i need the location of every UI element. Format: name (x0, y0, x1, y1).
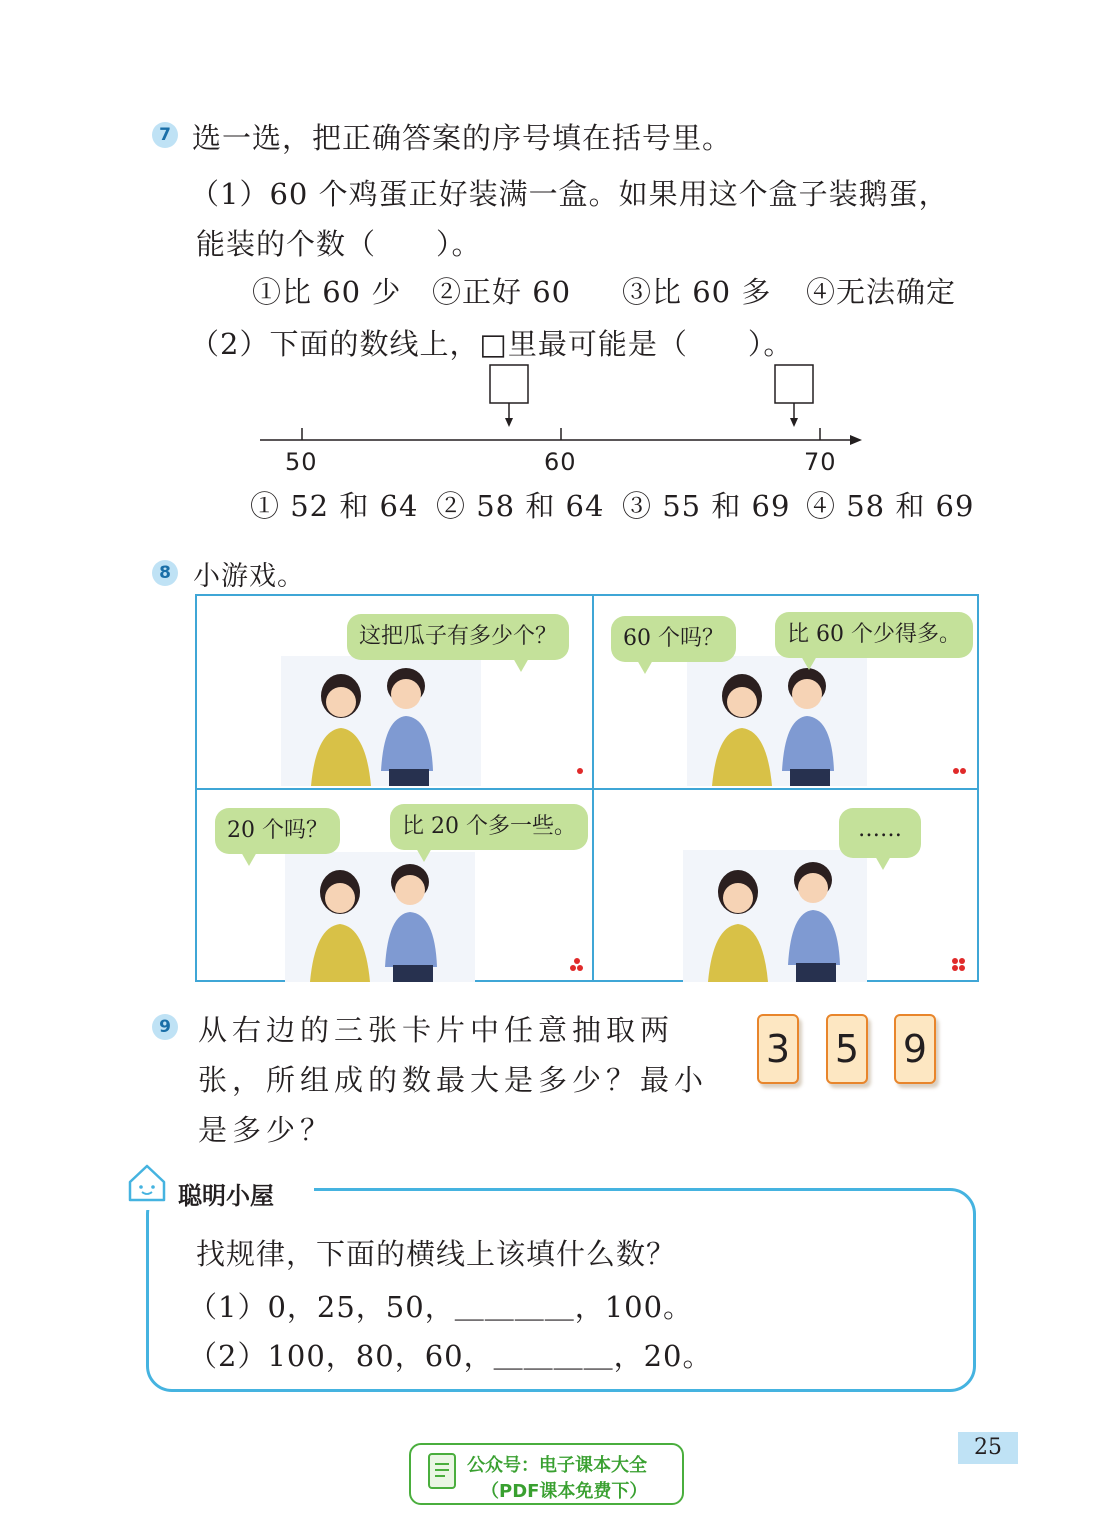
blank-box-right (775, 365, 813, 403)
question-7-part1-line2: 能装的个数（ ）。 (196, 227, 482, 261)
house-icon (124, 1160, 170, 1206)
question-7-badge: 7 (152, 122, 178, 148)
axis-arrow-head (850, 435, 862, 445)
arrow-right-head (790, 418, 798, 427)
children-illustration-1 (281, 656, 481, 786)
question-9-line2: 张，所组成的数最大是多少？最小 (198, 1063, 709, 1097)
panel-4-dot-3 (952, 965, 958, 971)
clever-house-sequence-2: （2）100，80，60，＿＿＿＿，20。 (188, 1339, 713, 1373)
question-9-line1: 从右边的三张卡片中任意抽取两 (198, 1013, 675, 1047)
watermark-line-2: （PDF课本免费下） (481, 1481, 648, 1502)
speech-bubble-1: 这把瓜子有多少个？ (347, 614, 569, 660)
question-7-option-3: ③比 60 多 (622, 275, 772, 309)
axis-label-70: 70 (804, 448, 837, 476)
question-7-part1-line1: （1）60 个鸡蛋正好装满一盒。如果用这个盒子装鹅蛋， (190, 177, 949, 211)
question-8-title: 小游戏。 (193, 561, 305, 592)
speech-bubble-4: …… (839, 808, 921, 858)
number-card-9: 9 (894, 1014, 936, 1084)
panel-4-dot-4 (959, 965, 965, 971)
question-9-badge: 9 (152, 1014, 178, 1040)
panel-3-dot-1 (574, 958, 580, 964)
panel-2-dot-1 (953, 768, 959, 774)
children-illustration-3 (285, 852, 475, 982)
axis-label-50: 50 (285, 448, 318, 476)
question-8-badge: 8 (152, 560, 178, 586)
speech-bubble-2b: 比 60 个少得多。 (775, 612, 973, 658)
speech-bubble-2a: 60 个吗？ (611, 616, 736, 662)
question-7-part2-option-3: ③ 55 和 69 (622, 489, 791, 523)
panel-4-dot-1 (952, 958, 958, 964)
panel-1-illustration (281, 656, 481, 786)
question-7-part2-line: （2）下面的数线上，□里最可能是（ ）。 (190, 327, 794, 361)
page-number: 25 (958, 1432, 1018, 1464)
grid-divider-horizontal (197, 788, 977, 790)
game-panel-grid (195, 594, 979, 982)
panel-3-dot-2 (570, 965, 576, 971)
panel-1-dot (577, 768, 583, 774)
panel-3-illustration (285, 852, 475, 982)
panel-4-dot-2 (959, 958, 965, 964)
speech-bubble-3a: 20 个吗？ (215, 808, 340, 854)
axis-label-60: 60 (544, 448, 577, 476)
arrow-left-head (505, 418, 513, 427)
children-illustration-4 (683, 850, 867, 982)
book-icon (425, 1452, 461, 1496)
panel-4-illustration (683, 850, 867, 982)
watermark-line-1: 公众号：电子课本大全 (467, 1455, 647, 1476)
question-7-option-2: ②正好 60 (432, 275, 572, 309)
clever-house-sequence-1: （1）0，25，50，＿＿＿＿，100。 (188, 1290, 694, 1324)
clever-house-title: 聪明小屋 (178, 1182, 274, 1210)
clever-house-prompt: 找规律，下面的横线上该填什么数？ (196, 1237, 677, 1271)
question-7-part2-option-4: ④ 58 和 69 (806, 489, 975, 523)
question-7-part2-option-2: ② 58 和 64 (436, 489, 605, 523)
blank-box-left (490, 365, 528, 403)
question-9-line3: 是多少？ (198, 1113, 335, 1147)
number-card-3: 3 (757, 1014, 799, 1084)
panel-2-illustration (687, 656, 867, 786)
panel-3-dot-3 (577, 965, 583, 971)
question-7-option-1: ①比 60 少 (252, 275, 402, 309)
number-card-5: 5 (826, 1014, 868, 1084)
watermark-stamp (409, 1443, 684, 1505)
panel-2-dot-2 (960, 768, 966, 774)
question-7-part2-option-1: ① 52 和 64 (250, 489, 419, 523)
question-7-option-4: ④无法确定 (806, 275, 957, 309)
speech-bubble-3b: 比 20 个多一些。 (390, 804, 588, 850)
question-7-title: 选一选，把正确答案的序号填在括号里。 (192, 121, 733, 155)
children-illustration-2 (687, 656, 867, 786)
